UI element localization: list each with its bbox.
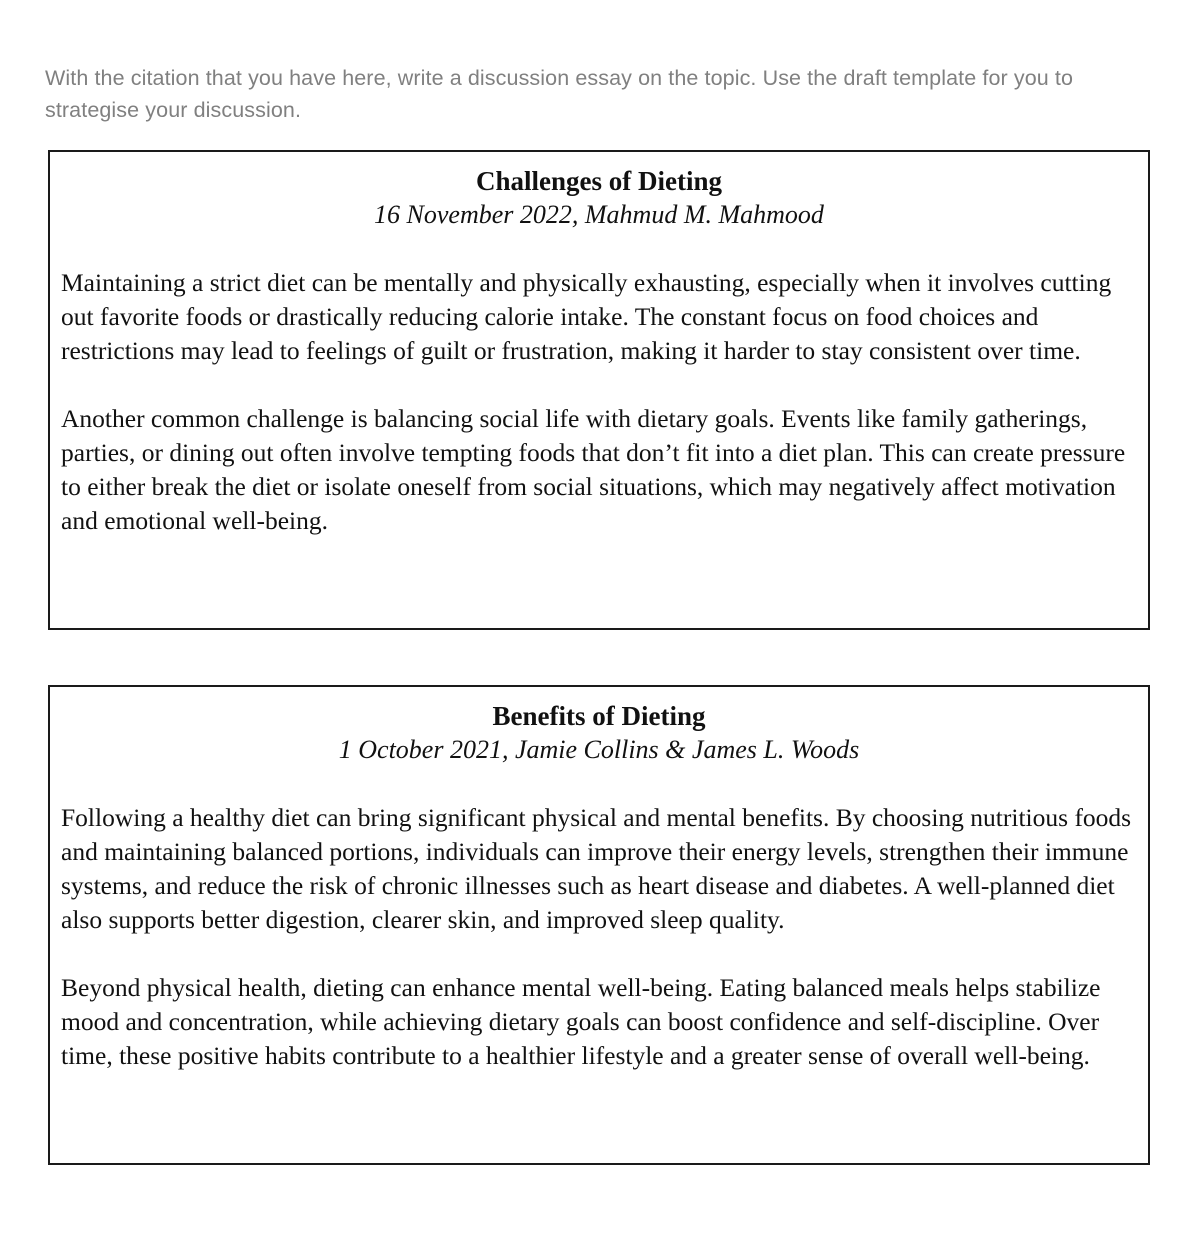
citation-paragraph: Following a healthy diet can bring significant physical and mental benefits. By choosing nutritious foods and maintaining balanced portions, individuals can improve their energy levels, strengthen their immune systems, and reduce the risk of chronic illnesses such as heart disease and diabetes. A well-planned diet also supports better digestion, clearer skin, and improved sleep quality. — [61, 803, 1132, 934]
citation-paragraph: Beyond physical health, dieting can enhance mental well-being. Eating balanced meals helps stabilize mood and concentration, while achieving dietary goals can boost confidence and self-discipline. Over time, these positive habits contribute to a healthier lifestyle and a greater sense of overall well-being. — [61, 973, 1101, 1070]
citation-byline: 16 November 2022, Mahmud M. Mahmood — [374, 200, 824, 229]
citation-paragraph: Another common challenge is balancing social life with dietary goals. Events like family gatherings, parties, or dining out often involve tempting foods that don’t fit into a diet plan. This can create pressure to either break the diet or isolate oneself from social situations, which may negatively affect motivation and emotional well-being. — [61, 404, 1126, 535]
citation-title: Benefits of Dieting — [492, 701, 706, 731]
citation-paragraph: Maintaining a strict diet can be mentally and physically exhausting, especially when it involves cutting out favorite foods or drastically reducing calorie intake. The constant focus on food choices and restrictions may lead to feelings of guilt or frustration, making it harder to stay consistent over time. — [61, 268, 1112, 365]
instruction-prompt: With the citation that you have here, write a discussion essay on the topic. Use the draft template for you to strategise your discussion. — [45, 66, 1074, 122]
citation-title: Challenges of Dieting — [476, 166, 722, 196]
citation-byline: 1 October 2021, Jamie Collins & James L. Woods — [338, 735, 860, 764]
citation-card-benefits — [48, 685, 1150, 1165]
citation-body — [61, 801, 1137, 1073]
citation-body — [61, 266, 1137, 538]
citation-card-challenges — [48, 150, 1150, 630]
